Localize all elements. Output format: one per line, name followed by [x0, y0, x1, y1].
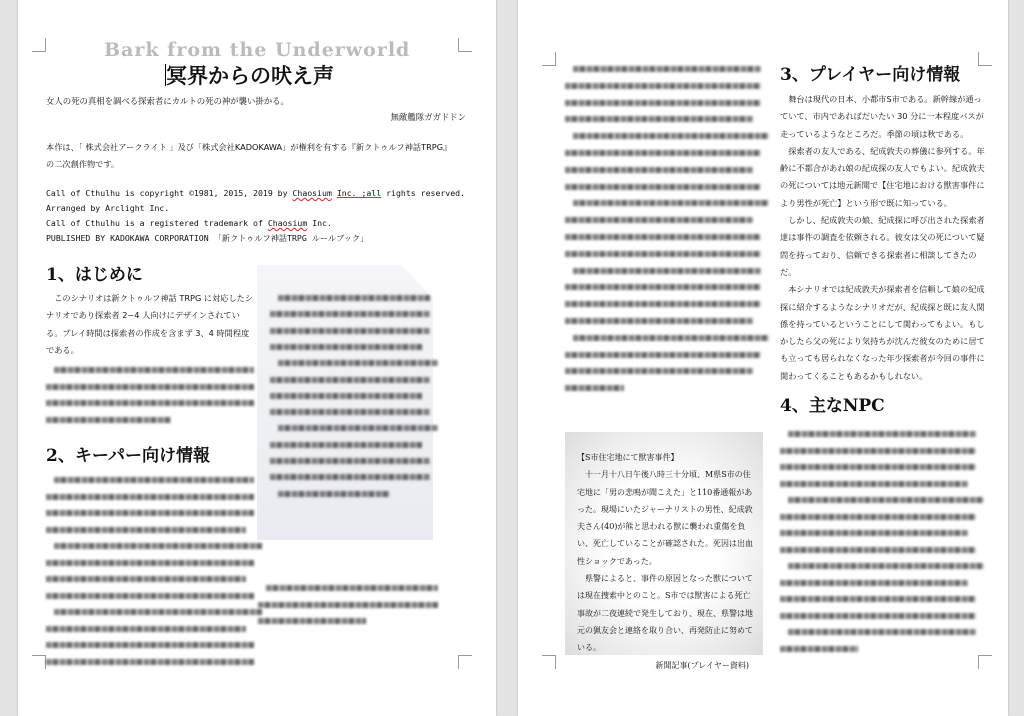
- blurred-line: [54, 477, 254, 483]
- blurred-line: [565, 184, 761, 190]
- section-3-paragraph: 本シナリオでは紀成敦夫が探索者を信頼して娘の紀成探に紹介するようなシナリオだが、紀成探と既に友人関係を持っているということにして関わってもよい。もしかしたら父の死により気持ちが沈んだ彼女のために居ても立っても居られなくなった年少探索者が今回の事件に関わってくることもあるかもしれない。: [780, 284, 985, 381]
- news-paragraph: 県警によると、事件の原因となった獣については現在捜索中とのこと。S市では獣害による死亡事故が二夜連続で発生しており、現在、県警は地元の猟友会と連絡を取り合い、再発防止に努めている。: [577, 574, 753, 653]
- blurred-line: [780, 530, 968, 536]
- blurred-line: [46, 626, 246, 632]
- document-page-2[interactable]: [518, 0, 1008, 716]
- section-3-body: [780, 91, 985, 385]
- blurred-line: [780, 448, 976, 454]
- blurred-line: [270, 377, 430, 383]
- crop-mark: [32, 38, 46, 52]
- blurred-line: [54, 543, 262, 549]
- blurred-line: [270, 458, 430, 464]
- right-column-flow: [780, 64, 985, 667]
- blurred-line: [573, 268, 761, 274]
- blurred-line: [780, 481, 968, 487]
- blurred-line: [573, 200, 769, 206]
- blurred-line: [46, 576, 246, 582]
- blurred-line: [565, 167, 753, 173]
- blurred-line: [46, 510, 254, 516]
- crop-mark: [542, 655, 556, 669]
- copyright-line-1: Call of Cthulhu is copyright ©1981, 2015, 2019 by Chaosium Inc. ;all rights reserved.: [46, 188, 466, 198]
- section-3-paragraph: 探索者の友人である、紀成敦夫の葬儀に参列する。年齢に不都合があれ娘の紀成探の友人でもよい。紀成敦夫の死については地元新聞で【住宅地における獣害事件により男性が死亡】という形で既に知っている。: [780, 145, 985, 208]
- blurred-line: [565, 217, 753, 223]
- blurred-line: [270, 409, 430, 415]
- blurred-line: [573, 133, 769, 139]
- blurred-line: [46, 593, 254, 599]
- blurred-line: [565, 284, 761, 290]
- blurred-line: [46, 494, 254, 500]
- rights-notice: 本作は、「 株式会社アークライト 」及び「株式会社KADOKAWA」が権利を有する『新クトゥルフ神話TRPG』の二次創作物です。: [46, 142, 452, 170]
- blurred-line: [46, 659, 254, 665]
- section-2-heading: 2、キーパー向け情報: [46, 446, 210, 467]
- blurred-line: [565, 352, 761, 358]
- blurred-line: [788, 563, 984, 569]
- crop-mark: [542, 52, 556, 66]
- blurred-line: [788, 497, 984, 503]
- blurred-text-block: [46, 473, 254, 673]
- title-japanese: 冥界からの吠え声: [166, 63, 334, 88]
- author: 無敵艦隊ガガドドン: [390, 112, 466, 122]
- blurred-line: [270, 442, 422, 448]
- blurred-line: [278, 491, 390, 497]
- blurred-line: [46, 384, 254, 390]
- blurred-line: [565, 116, 753, 122]
- blurred-line: [270, 393, 422, 399]
- crop-mark: [458, 655, 472, 669]
- section-1-text: このシナリオは新クトゥルフ神話 TRPG に対応したシナリオであり探索者 2~4 人向けにデザインされている。プレイ時間は探索者の作成を含まず 3、4 時間程度である。: [46, 293, 254, 355]
- section-3-paragraph: 舞台は現代の日本、小都市S市である。新幹線が通っていて、市内であればだいたい 30 分に一本程度バスが走っているようなところだ。季節の頃は秋である。: [780, 94, 984, 139]
- blurred-line: [788, 431, 976, 437]
- copyright-line-3: Call of Cthulhu is a registered trademark of Chaosium Inc.: [46, 218, 332, 228]
- sidebar-box: [257, 265, 433, 540]
- left-column-flow: [46, 264, 254, 673]
- blurred-line: [270, 344, 422, 350]
- section-4-heading: 4、主なNPC: [780, 396, 885, 417]
- blurred-line: [46, 417, 171, 423]
- blurred-line: [258, 618, 366, 624]
- blurred-text-block: [780, 427, 985, 667]
- blurred-line: [270, 328, 430, 334]
- blurred-line: [46, 400, 254, 406]
- newspaper-article-box: [565, 432, 763, 670]
- crop-mark: [32, 655, 46, 669]
- news-caption: 新聞記事(プレイヤー資料): [655, 660, 749, 670]
- blurred-line: [54, 367, 254, 373]
- copyright-line-4: PUBLISHED BY KADOKAWA CORPORATION 「新クトゥルフ神話TRPG ルールブック」: [46, 233, 369, 243]
- blurred-line: [780, 613, 976, 619]
- blurred-line: [573, 66, 761, 72]
- news-paragraph: 十一月十八日午後八時三十分頃、M県S市の住宅地に「男の悲鳴が聞こえた」と110番通報があった。現場にいたジャーナリストの男性、紀成敦夫さん(40)が熊と思われる獣に襲われ重傷を負い、死亡していることが確認された。死因は出血性ショックであった。: [577, 470, 753, 566]
- blurred-text-block: [46, 361, 254, 445]
- blurred-line: [565, 100, 761, 106]
- blurred-line: [258, 602, 438, 608]
- blurred-line: [270, 474, 430, 480]
- title-english: Bark from the Underworld: [104, 39, 411, 61]
- blurred-line: [565, 150, 761, 156]
- section-1-heading: 1、はじめに: [46, 265, 143, 285]
- blurred-line: [565, 385, 624, 391]
- blurred-line: [565, 301, 761, 307]
- blurred-line: [780, 596, 976, 602]
- blurred-line: [278, 295, 430, 301]
- blurred-line: [565, 318, 753, 324]
- blurred-line: [573, 335, 769, 341]
- blurred-line: [780, 514, 976, 520]
- blurred-line: [46, 560, 254, 566]
- tagline: 女人の死の真相を調べる探索者にカルトの死の神が襲い掛かる。: [46, 96, 289, 106]
- blurred-line: [565, 251, 761, 257]
- blurred-line: [278, 425, 438, 431]
- blurred-line: [266, 585, 438, 591]
- blurred-line: [565, 234, 761, 240]
- blurred-line: [788, 629, 976, 635]
- section-3-paragraph: しかし、紀成敦夫の娘、紀成探に呼び出された探索者達は事件の調査を依頼される。彼女は父の死について疑問を持っており、信頼できる探索者に相談してきたのだ。: [780, 215, 985, 277]
- blurred-line: [780, 464, 976, 470]
- news-headline: 【S市住宅地にて獣害事件】: [577, 453, 679, 462]
- crop-mark: [458, 38, 472, 52]
- blurred-line: [780, 547, 976, 553]
- blurred-line: [46, 642, 254, 648]
- blurred-line: [46, 527, 246, 533]
- section-3-heading: 3、プレイヤー向け情報: [780, 65, 961, 85]
- blurred-line: [565, 83, 761, 89]
- blurred-line: [278, 360, 438, 366]
- copyright-line-2: Arranged by Arclight Inc.: [46, 203, 170, 213]
- blurred-line: [780, 580, 968, 586]
- blurred-line: [54, 609, 262, 615]
- blurred-line: [780, 646, 858, 652]
- blurred-line: [565, 368, 753, 374]
- blurred-line: [270, 311, 430, 317]
- document-page-1[interactable]: [18, 0, 496, 716]
